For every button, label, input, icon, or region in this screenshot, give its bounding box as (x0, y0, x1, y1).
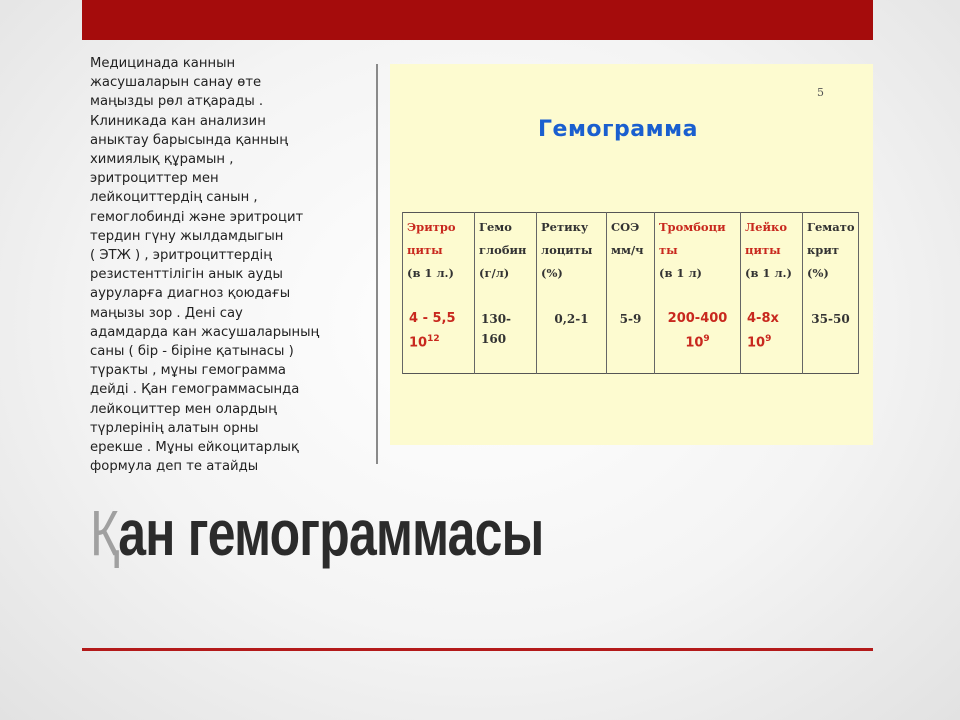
value-cell: 130-160 (481, 312, 512, 346)
hemogram-title: Гемограмма (538, 117, 698, 142)
column-header: Гемато крит (%) (807, 220, 855, 280)
column-header: Гемо глобин (г/л) (479, 220, 527, 280)
vertical-divider (376, 64, 378, 464)
value-cell: 35-50 (811, 312, 850, 326)
column-header: СОЭ мм/ч (611, 220, 644, 257)
heading-rest: ан гемограммасы (118, 497, 544, 569)
value-cell: 0,2-1 (554, 312, 589, 326)
value-cell: 4 - 5,5 $10^{12}$ (409, 311, 456, 351)
column-header: Лейко циты (в 1 л.) (745, 220, 792, 280)
hemogram-table (402, 212, 859, 374)
image-slide-number: 5 (817, 86, 824, 99)
top-accent-bar (82, 0, 873, 40)
value-cell: 5-9 (619, 312, 642, 326)
table-values-row (403, 291, 859, 374)
column-header: Тромбоци ты (в 1 л) (659, 220, 726, 280)
bottom-accent-line (82, 648, 873, 651)
table-header-row (403, 213, 859, 292)
body-text: Медицинада каннын жасушаларын санау өте маңызды рөл атқарады . Клиникада кан анализин аныктау барысында қанның химиялық құрамын , эритроциттер мен лейкоциттердің санын , гемоглобинді және эритроцит тердин гүну жылдамдыгын ( ЭТЖ ) , эритроциттердің резистенттілігін анык ауды ауруларға диагноз қоюдағы маңызы зор . Дені сау адамдарда кан жасушаларының саны ( бір - біріне қатынасы ) түракты , мұны гемограмма дейді . Қан гемограммасында лейкоциттер мен олардың түрлерінің алатын орны ерекше . Мұны ейкоцитарлық формула деп те атайды (90, 56, 320, 475)
heading-first-letter: Қ (90, 497, 119, 569)
value-cell: 200-400 $10^9$ (667, 311, 728, 351)
column-header: Ретику лоциты (%) (541, 220, 593, 280)
slide-heading (90, 496, 543, 570)
value-cell: 4-8х $10^9$ (747, 311, 779, 351)
column-header: Эритро циты (в 1 л.) (407, 220, 456, 280)
